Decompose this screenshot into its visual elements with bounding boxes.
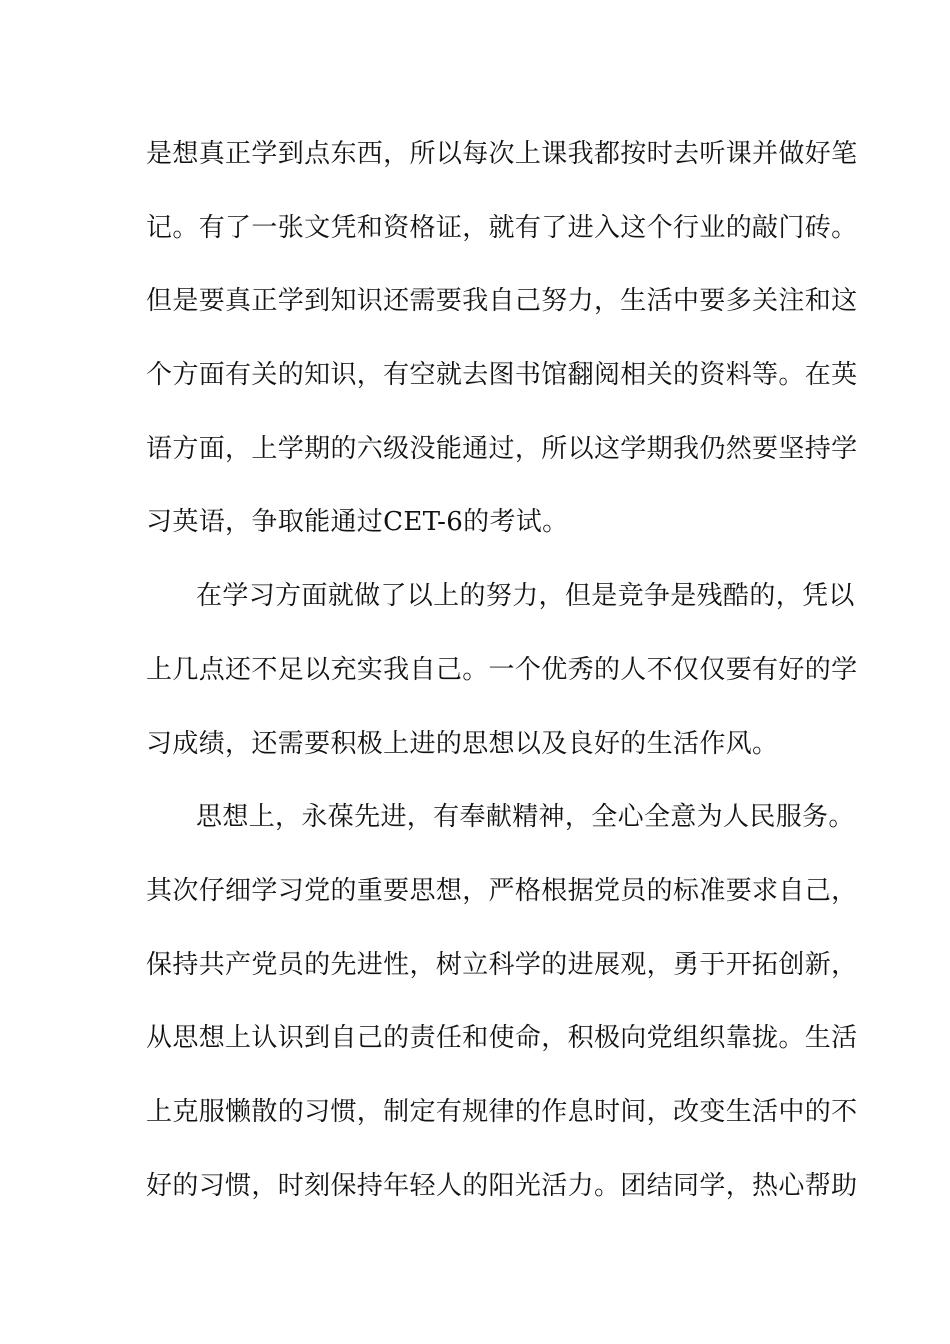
body-text <box>146 127 858 1232</box>
text-line: 语方面，上学期的六级没能通过，所以这学期我仍然要坚持学 <box>146 433 858 464</box>
text-line: 习英语，争取能通过CET-6的考试。 <box>146 507 569 538</box>
text-line: 好的习惯，时刻保持年轻人的阳光活力。团结同学，热心帮助 <box>146 1170 858 1201</box>
text-line: 但是要真正学到知识还需要我自己努力，生活中要多关注和这 <box>146 286 858 317</box>
text-line: 保持共产党员的先进性，树立科学的进展观，勇于开拓创新， <box>146 949 858 980</box>
text-line: 从思想上认识到自己的责任和使命，积极向党组织靠拢。生活 <box>146 1023 858 1054</box>
text-line: 其次仔细学习党的重要思想，严格根据党员的标准要求自己， <box>146 875 858 906</box>
text-line: 是想真正学到点东西，所以每次上课我都按时去听课并做好笔 <box>146 139 858 169</box>
text-line: 个方面有关的知识，有空就去图书馆翻阅相关的资料等。在英 <box>146 360 858 391</box>
text-line: 记。有了一张文凭和资格证，就有了进入这个行业的敲门砖。 <box>146 212 858 243</box>
text-line: 习成绩，还需要积极上进的思想以及良好的生活作风。 <box>146 728 779 759</box>
paragraph-first-line: 在学习方面就做了以上的努力，但是竞争是残酷的，凭以 <box>196 581 855 612</box>
text-line: 上几点还不足以充实我自己。一个优秀的人不仅仅要有好的学 <box>146 654 858 685</box>
paragraph-first-line: 思想上，永葆先进，有奉献精神，全心全意为人民服务。 <box>196 802 855 833</box>
text-line: 上克服懒散的习惯，制定有规律的作息时间，改变生活中的不 <box>146 1096 858 1127</box>
